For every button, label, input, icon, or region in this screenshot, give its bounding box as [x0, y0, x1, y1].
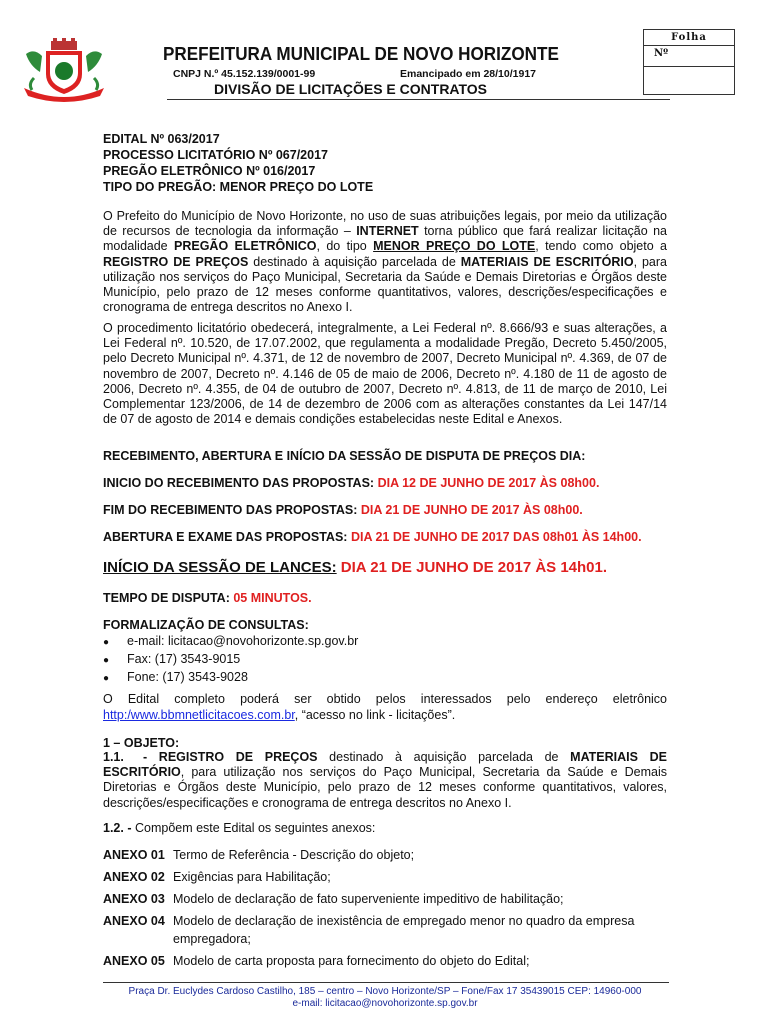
list-item: ● e-mail: licitacao@novohorizonte.sp.gov.br: [103, 634, 359, 648]
anexo-row: ANEXO 02 Exigências para Habilitação;: [103, 870, 331, 884]
bbmnet-link[interactable]: http:/www.bbmnetlicitacoes.com.br: [103, 708, 295, 722]
schedule-heading: RECEBIMENTO, ABERTURA E INÍCIO DA SESSÃO DE DISPUTA DE PREÇOS DIA:: [103, 449, 586, 463]
consultas-list: [103, 633, 358, 687]
sessao-lances: INÍCIO DA SESSÃO DE LANCES: DIA 21 DE JUNHO DE 2017 ÀS 14h01.: [103, 559, 608, 576]
processo-number: PROCESSO LICITATÓRIO Nº 067/2017: [103, 148, 328, 162]
abertura-propostas: ABERTURA E EXAME DAS PROPOSTAS: DIA 21 DE JUNHO DE 2017 DAS 08h01 ÀS 14h00.: [103, 530, 642, 544]
numero-label: Nº: [644, 46, 734, 67]
objeto-paragraph: 1.1. - REGISTRO DE PREÇOS destinado à aquisição parcelada de MATERIAIS DE ESCRITÓRIO, para utilização nos serviços do Paço Municipal, Secretaria da Saúde e Demais Diretorias e Órgãos deste Município, pelo prazo de 12 meses conforme quantitativos, valores, descrições/especificações e cronograma de entrega descritos no Anexo I.: [103, 750, 667, 810]
header-cnpj: CNPJ N.º 45.152.139/0001-99: [173, 68, 316, 80]
anexo-row: empregadora;: [173, 932, 251, 946]
procedimento-paragraph: O procedimento licitatório obedecerá, integralmente, a Lei Federal nº. 8.666/93 e suas alterações, a Lei Federal nº. 10.520, de 17.07.2002, que regulamenta a modalidade Pregão, Decreto 5.450/2005, pelo Decreto Municipal nº. 4.371, de 12 de novembro de 2007, Decreto Municipal nº. 4.369, de 07 de novembro de 2007, Decreto nº. 4.146 de 05 de maio de 2006, Decreto nº. 4.180 de 11 de agosto de 2006, Decreto nº. 4.355, de 04 de outubro de 2007, Decreto nº. 4.813, de 11 de março de 2010, Lei Complementar 123/2006, de 14 de dezembro de 2006 com as alterações constantes da Lei 147/14 de 07 de agosto de 2014 e demais condições estabelecidas neste Edital e Anexos.: [103, 321, 667, 427]
folha-label: Folha: [644, 30, 734, 46]
pregao-type: TIPO DO PREGÃO: MENOR PREÇO DO LOTE: [103, 180, 374, 194]
anexos-intro: 1.2. - Compõem este Edital os seguintes anexos:: [103, 821, 376, 835]
edital-link-line: http:/www.bbmnetlicitacoes.com.br, “acesso no link - licitações”.: [103, 708, 456, 722]
header-division: DIVISÃO DE LICITAÇÕES E CONTRATOS: [214, 81, 488, 97]
header-emancipado: Emancipado em 28/10/1917: [400, 68, 536, 80]
objeto-heading: 1 – OBJETO:: [103, 736, 180, 750]
folha-box: [643, 29, 735, 95]
edital-link-paragraph: O Edital completo poderá ser obtido pelos interessados pelo endereço eletrônico: [103, 692, 667, 706]
consultas-heading: FORMALIZAÇÃO DE CONSULTAS:: [103, 618, 309, 632]
list-item: ● Fone: (17) 3543-9028: [103, 670, 248, 684]
fim-recebimento: FIM DO RECEBIMENTO DAS PROPOSTAS: DIA 21 DE JUNHO DE 2017 ÀS 08h00.: [103, 503, 583, 517]
header-title: PREFEITURA MUNICIPAL DE NOVO HORIZONTE: [163, 44, 559, 64]
anexo-row: ANEXO 04 Modelo de declaração de inexistência de empregado menor no quadro da empresa: [103, 914, 635, 928]
footer-rule: [103, 982, 669, 983]
footer-address: Praça Dr. Euclydes Cardoso Castilho, 185 – centro – Novo Horizonte/SP – Fone/Fax 17 35439015 CEP: 14960-000: [128, 986, 642, 997]
tempo-disputa: TEMPO DE DISPUTA: 05 MINUTOS.: [103, 591, 312, 605]
edital-number: EDITAL Nº 063/2017: [103, 132, 220, 146]
pregao-number: PREGÃO ELETRÔNICO Nº 016/2017: [103, 164, 316, 178]
footer-email: e-mail: licitacao@novohorizonte.sp.gov.br: [292, 998, 478, 1009]
anexo-row: ANEXO 01 Termo de Referência - Descrição do objeto;: [103, 848, 415, 862]
header-rule: [167, 99, 670, 100]
inicio-recebimento: INICIO DO RECEBIMENTO DAS PROPOSTAS: DIA 12 DE JUNHO DE 2017 ÀS 08h00.: [103, 476, 600, 490]
list-item: ● Fax: (17) 3543-9015: [103, 652, 241, 666]
anexo-row: ANEXO 03 Modelo de declaração de fato superveniente impeditivo de habilitação;: [103, 892, 564, 906]
municipal-seal: [20, 38, 108, 104]
intro-paragraph: O Prefeito do Município de Novo Horizonte, no uso de suas atribuições legais, por meio da utilização de recursos de tecnologia da informação – INTERNET torna público que fará realizar licitação na modalidade PREGÃO ELETRÔNICO, do tipo MENOR PREÇO DO LOTE, tendo como objeto a REGISTRO DE PREÇOS destinado à aquisição parcelada de MATERIAIS DE ESCRITÓRIO, para utilização nos serviços do Paço Municipal, Secretaria da Saúde e Demais Diretorias e Órgãos deste Município, pelo prazo de 12 meses conforme quantitativos, valores, descrições/especificações e cronograma de entrega descritos no Anexo I.: [103, 209, 667, 315]
anexo-row: ANEXO 05 Modelo de carta proposta para fornecimento do objeto do Edital;: [103, 954, 530, 968]
